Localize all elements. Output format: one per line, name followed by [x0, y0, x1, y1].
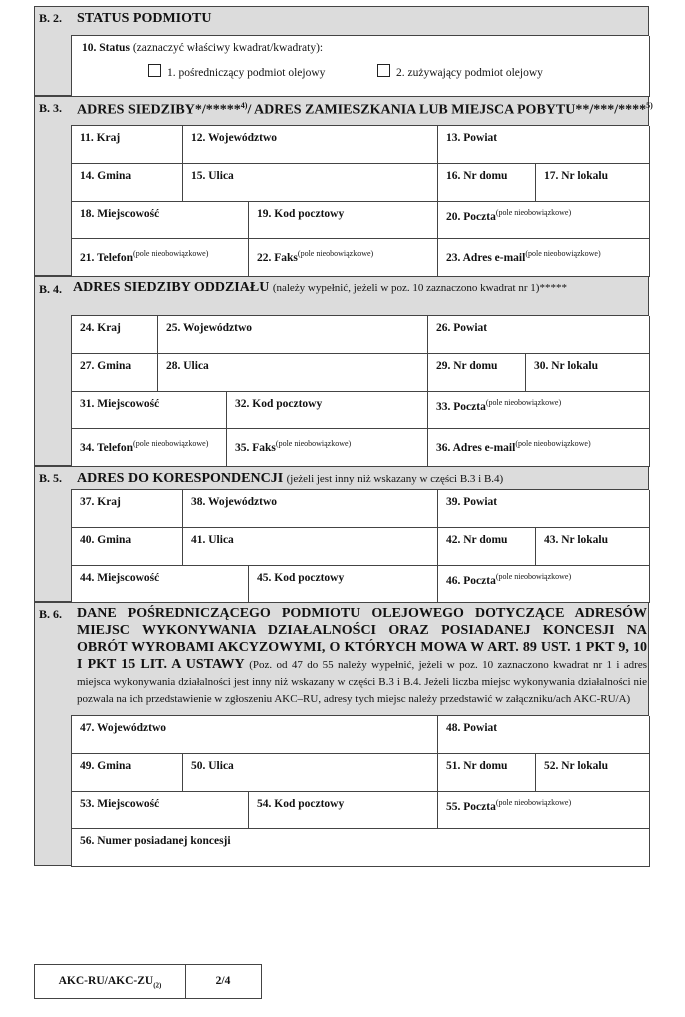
field-47[interactable]: 47. Województwo [72, 716, 438, 754]
section-b5 [34, 466, 649, 602]
field-37[interactable]: 37. Kraj [72, 490, 183, 528]
field-56[interactable]: 56. Numer posiadanej koncesji [72, 829, 650, 867]
field-36[interactable]: 36. Adres e-mail$^{(pole nieobowiązkowe)}$ [428, 429, 650, 467]
field-33[interactable]: 33. Poczta$^{(pole nieobowiązkowe)}$ [428, 392, 650, 429]
field-31[interactable]: 31. Miejscowość [72, 392, 227, 429]
field-29[interactable]: 29. Nr domu [428, 354, 526, 392]
checkbox-1[interactable] [148, 64, 161, 77]
field-53[interactable]: 53. Miejscowość [72, 792, 249, 829]
field-49[interactable]: 49. Gmina [72, 754, 183, 792]
status-option-1[interactable]: 1. pośredniczący podmiot olejowy [148, 64, 325, 79]
field-22[interactable]: 22. Faks$^{(pole nieobowiązkowe)}$ [249, 239, 438, 277]
section-title: STATUS PODMIOTU [77, 11, 212, 26]
field-16[interactable]: 16. Nr domu [438, 164, 536, 202]
field-39[interactable]: 39. Powiat [438, 490, 650, 528]
field-44[interactable]: 44. Miejscowość [72, 566, 249, 603]
field-21[interactable]: 21. Telefon$^{(pole nieobowiązkowe)}$ [72, 239, 249, 277]
field-30[interactable]: 30. Nr lokalu [526, 354, 650, 392]
field-24[interactable]: 24. Kraj [72, 316, 158, 354]
page-number: 2/4 [215, 975, 231, 987]
field-34[interactable]: 34. Telefon$^{(pole nieobowiązkowe)}$ [72, 429, 227, 467]
field-13[interactable]: 13. Powiat [438, 126, 650, 164]
field-40[interactable]: 40. Gmina [72, 528, 183, 566]
checkbox-2[interactable] [377, 64, 390, 77]
section-b2 [34, 6, 649, 96]
section-title: ADRES SIEDZIBY*/*****$^{4)}$/ ADRES ZAMIESZKANIA LUB MIEJSCA POBYTU**/***/****$^{5)}$ [77, 101, 653, 118]
section-code: B. 2. [39, 11, 63, 25]
field-20[interactable]: 20. Poczta$^{(pole nieobowiązkowe)}$ [438, 202, 650, 239]
field-19[interactable]: 19. Kod pocztowy [249, 202, 438, 239]
field-12[interactable]: 12. Województwo [183, 126, 438, 164]
section-b6 [34, 602, 649, 866]
field-17[interactable]: 17. Nr lokalu [536, 164, 650, 202]
field-38[interactable]: 38. Województwo [183, 490, 438, 528]
field-23[interactable]: 23. Adres e-mail$^{(pole nieobowiązkowe)}$ [438, 239, 650, 277]
field-26[interactable]: 26. Powiat [428, 316, 650, 354]
section-title: ADRES DO KORESPONDENCJI (jeżeli jest inny niż wskazany w części B.3 i B.4) [77, 471, 504, 486]
section-title: DANE POŚREDNICZĄCEGO PODMIOTU OLEJOWEGO DOTYCZĄCE ADRESÓW MIEJSC WYKONYWANIA DZIAŁALNOŚCI ORAZ POSIADANEJ KONCESJI NA OBRÓT WYROBAMI AKCYZOWYMI, O KTÓRYCH MOWA W ART. 89 UST. 1 PKT 9, 10 I PKT 15 LIT. A USTAWY (Poz. od 47 do 55 należy wypełnić, jeżeli w poz. 10 zaznaczono kwadrat nr 1 i adres miejsca wykonywania działalności jest inny niż wskazany w części B.3 i B.4. Jeżeli liczba miejsc wykonywania działalności nie pozwala na ich przedstawienie w zgłoszeniu AKC–RU, adresy tych miejsc należy przedstawić w załączniku/ach AKC-RU/A) [77, 606, 648, 705]
section-code: B. 4. [39, 282, 63, 296]
field-28[interactable]: 28. Ulica [158, 354, 428, 392]
status-option-2[interactable]: 2. zużywający podmiot olejowy [377, 64, 543, 79]
field-15[interactable]: 15. Ulica [183, 164, 438, 202]
field-48[interactable]: 48. Powiat [438, 716, 650, 754]
field-55[interactable]: 55. Poczta$^{(pole nieobowiązkowe)}$ [438, 792, 650, 829]
field-35[interactable]: 35. Faks$^{(pole nieobowiązkowe)}$ [227, 429, 428, 467]
section-code: B. 6. [39, 607, 63, 621]
field-46[interactable]: 46. Poczta$^{(pole nieobowiązkowe)}$ [438, 566, 650, 603]
field-32[interactable]: 32. Kod pocztowy [227, 392, 428, 429]
section-b3 [34, 96, 653, 276]
field-54[interactable]: 54. Kod pocztowy [249, 792, 438, 829]
field-41[interactable]: 41. Ulica [183, 528, 438, 566]
section-b4 [34, 276, 649, 466]
field-27[interactable]: 27. Gmina [72, 354, 158, 392]
page-footer [34, 964, 262, 999]
field-25[interactable]: 25. Województwo [158, 316, 428, 354]
field-52[interactable]: 52. Nr lokalu [536, 754, 650, 792]
section-code: B. 5. [39, 471, 63, 485]
field-11[interactable]: 11. Kraj [72, 126, 183, 164]
field-45[interactable]: 45. Kod pocztowy [249, 566, 438, 603]
field-18[interactable]: 18. Miejscowość [72, 202, 249, 239]
field-14[interactable]: 14. Gmina [72, 164, 183, 202]
field-43[interactable]: 43. Nr lokalu [536, 528, 650, 566]
section-code: B. 3. [39, 101, 63, 115]
field-51[interactable]: 51. Nr domu [438, 754, 536, 792]
form-code: AKC-$RU/AKC-ZU_{(2)}$ [35, 965, 186, 998]
section-title: ADRES SIEDZIBY ODDZIAŁU (należy wypełnić, jeżeli w poz. 10 zaznaczono kwadrat nr 1)***** [73, 280, 567, 295]
field-50[interactable]: 50. Ulica [183, 754, 438, 792]
field-42[interactable]: 42. Nr domu [438, 528, 536, 566]
status-label: 10. Status (zaznaczyć właściwy kwadrat/kwadraty): [82, 42, 324, 54]
